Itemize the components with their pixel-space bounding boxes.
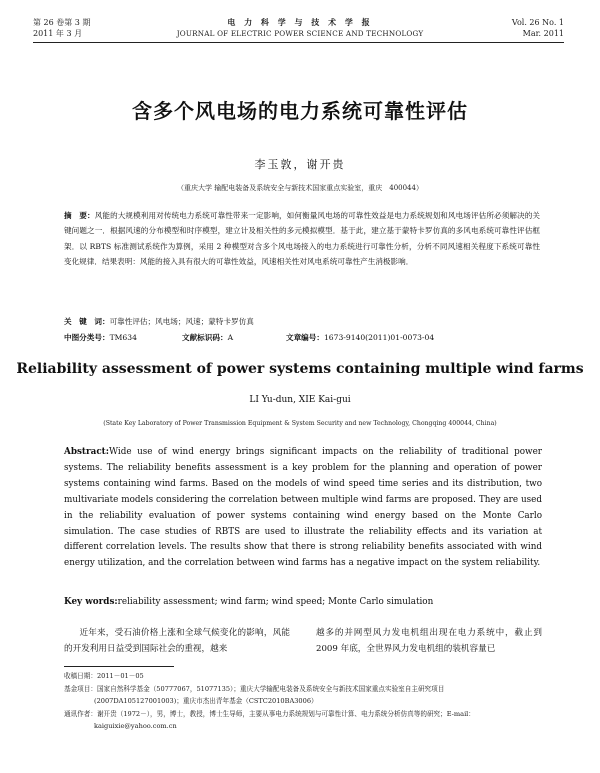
keywords-en-label: Key words: xyxy=(64,597,118,607)
article-no-group xyxy=(286,332,434,344)
body-column-left: 近年来，受石油价格上涨和全球气候变化的影响，风能的开发利用日益受到国际社会的重视，越来 xyxy=(64,628,290,654)
doc-code-group xyxy=(182,332,286,344)
clc-value: TM634 xyxy=(109,333,137,342)
footnote-fund-cont: (2007DA105127001003)；重庆市杰出青年基金（CSTC2010BA3006） xyxy=(94,697,318,706)
footnote-fund: 基金项目：国家自然科学基金（50777067，51077135）；重庆大学输配电装备及系统安全与新技术国家重点实验室自主研究项目 xyxy=(64,684,445,693)
authors-en: LI Yu-dun, XIE Kai-gui xyxy=(249,395,351,405)
volume-cn: 第 26 卷第 3 期 xyxy=(33,18,91,27)
keywords-cn xyxy=(64,316,540,328)
keywords-en-text: reliability assessment; wind farm; wind speed; Monte Carlo simulation xyxy=(117,597,434,607)
doc-code-value: A xyxy=(227,333,234,342)
keywords-cn-text: 可靠性评估；风电场；风速；蒙特卡罗仿真 xyxy=(109,317,254,326)
affiliation-cn: （重庆大学 输配电装备及系统安全与新技术国家重点实验室，重庆 400044） xyxy=(177,184,423,192)
clc-label: 中图分类号： xyxy=(64,333,110,342)
paper-title-en: Reliability assessment of power systems containing multiple wind farms xyxy=(16,361,584,377)
footnote-rule xyxy=(64,666,174,667)
clc-group xyxy=(64,332,182,344)
header-rule xyxy=(33,42,564,43)
affiliation-en: (State Key Laboratory of Power Transmission Equipment & System Security and new Technology, Chongqing 400044, China) xyxy=(103,420,497,427)
journal-title-en: JOURNAL OF ELECTRIC POWER SCIENCE AND TECHNOLOGY xyxy=(176,29,424,38)
authors-cn: 李玉敦，谢开贵 xyxy=(254,158,346,171)
abstract-en-label: Abstract: xyxy=(64,447,109,457)
keywords-cn-label: 关 键 词： xyxy=(64,317,110,326)
header-right xyxy=(512,17,564,39)
paper-title-cn: 含多个风电场的电力系统可靠性评估 xyxy=(132,99,468,123)
abstract-cn-label: 摘 要： xyxy=(64,211,95,220)
date-en: Mar. 2011 xyxy=(522,29,564,38)
header-center xyxy=(0,17,600,39)
abstract-en-text: Wide use of wind energy brings significant impacts on the reliability of traditional power systems. The reliability benefits assessment is a key problem for the planning and operation of power systems containing wind farms. Based on the models of wind speed time series and its distribution, two multivariate models considering the correlation between multiple wind farms are proposed. They are used in the reliability evaluation of power systems containing wind energy based on the Monte Carlo simulation. The case studies of RBTS are used to illustrate the reliability effects and its variation at different correlation levels. The results show that there is strong reliability benefits associated with wind energy utilization, and the correlation between wind farms has a negative impact on the system reliability. xyxy=(64,447,542,569)
abstract-cn xyxy=(64,208,540,269)
body-column-right: 越多的并网型风力发电机组出现在电力系统中，截止到 2009 年底，全世界风力发电机组的装机容量已 xyxy=(316,628,542,654)
classification-row xyxy=(64,332,540,344)
article-no-value: 1673-9140(2011)01-0073-04 xyxy=(323,333,435,342)
abstract-cn-text: 风能的大规模利用对传统电力系统可靠性带来一定影响，如何衡量风电场的可靠性效益是电力系统规划和风电场评估所必须解决的关键问题之一．根据风速的分布模型和时序模型，建立计及相关性的多元模拟模型．基于此，建立基于蒙特卡罗仿真的多风电系统可靠性评估框架．以 RBTS 标准测试系统作为算例，采用 2 种模型对含多个风电场接入的电力系统进行可靠性分析，分析不同风速相关程度下系统可靠性变化规律．结果表明：风能的接入具有很大的可靠性效益，风速相关性对风电系统可靠性产生消极影响． xyxy=(64,211,540,266)
volume-en: Vol. 26 No. 1 xyxy=(511,18,564,27)
keywords-en xyxy=(64,595,542,609)
date-cn: 2011 年 3 月 xyxy=(33,29,83,38)
article-no-label: 文章编号： xyxy=(286,333,324,342)
footnote-author-bio: 通讯作者：谢开贵（1972－），男，博士，教授，博士生导师，主要从事电力系统规划与可靠性计算、电力系统分析仿真等的研究；E-mail： xyxy=(64,709,475,718)
footnotes xyxy=(64,670,542,733)
body-columns xyxy=(64,626,542,657)
footnote-received: 收稿日期：2011－01－05 xyxy=(64,672,144,680)
abstract-en xyxy=(64,445,542,572)
doc-code-label: 文献标识码： xyxy=(182,333,228,342)
footnote-email: kaiguixie@yahoo.com.cn xyxy=(94,722,177,731)
journal-title-cn: 电 力 科 学 与 技 术 学 报 xyxy=(227,17,373,27)
